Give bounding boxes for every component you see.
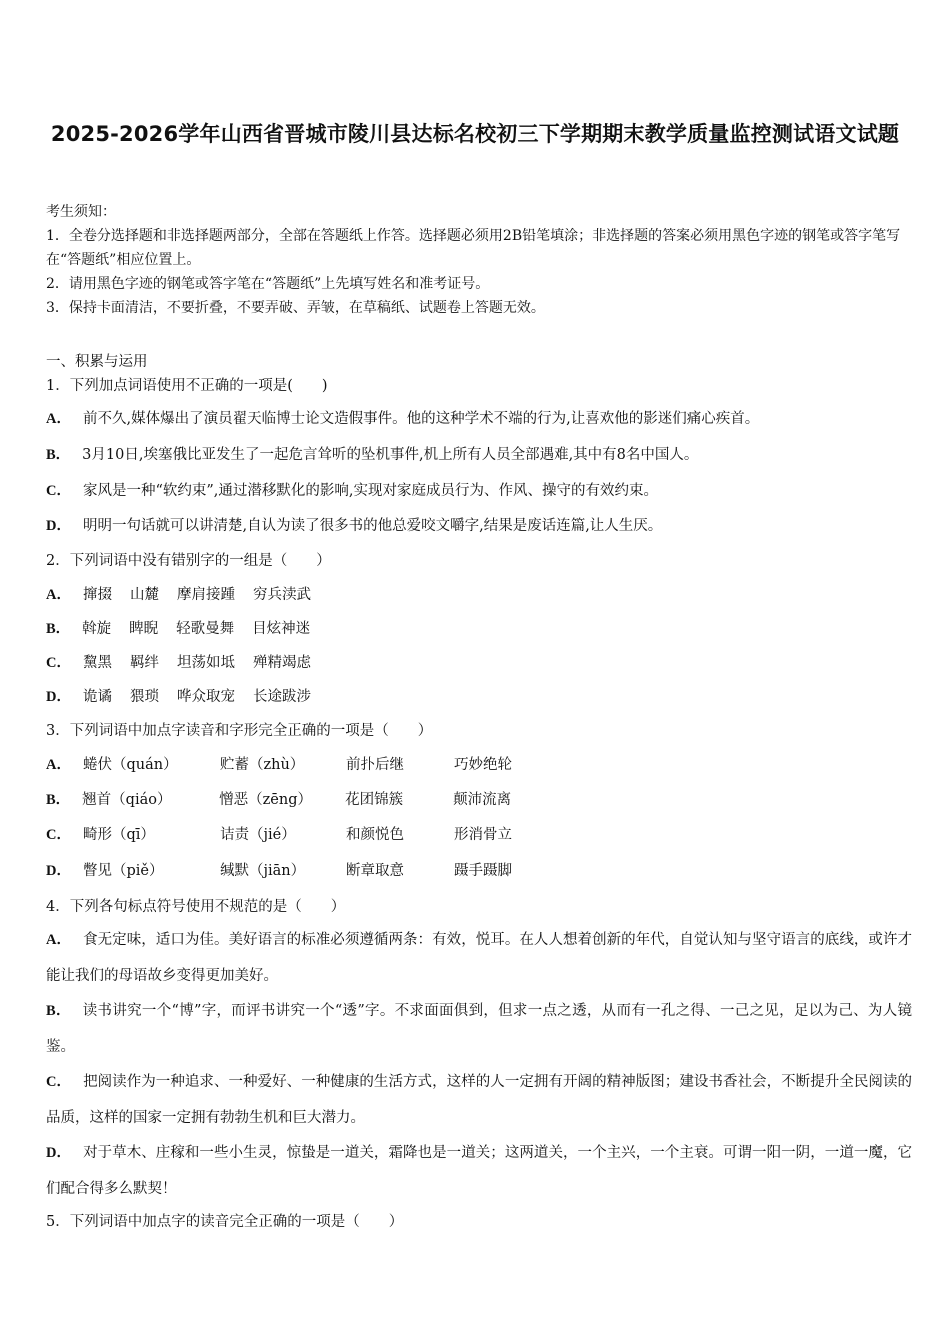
- word: 撺掇: [82, 587, 112, 603]
- question-3-option-c[interactable]: [46, 824, 912, 846]
- option-text: 3月10日,埃塞俄比亚发生了一起危言耸听的坠机事件,机上所有人员全部遇难,其中有8名中国人。: [82, 447, 699, 463]
- option-letter: A．: [46, 932, 72, 948]
- option-letter: D．: [46, 689, 71, 705]
- option-letter: C．: [46, 1074, 72, 1090]
- question-4-option-d[interactable]: [46, 1135, 912, 1207]
- option-letter: A．: [46, 411, 71, 427]
- word: 摩肩接踵: [176, 587, 235, 603]
- option-text: 明明一句话就可以讲清楚,自认为读了很多书的他总爱咬文嚼字,结果是废话连篇,让人生厌。: [82, 518, 663, 534]
- word: 瞥见（piě）: [82, 863, 164, 879]
- question-4-option-c[interactable]: [46, 1064, 912, 1136]
- word: 断章取意: [345, 863, 404, 879]
- question-1-option-a[interactable]: [46, 408, 912, 430]
- word: 睥睨: [129, 621, 159, 637]
- question-3-stem: 3．下列词语中加点字读音和字形完全正确的一项是（ ）: [46, 723, 433, 739]
- question-3-option-d[interactable]: [46, 860, 912, 882]
- question-2-stem: 2．下列词语中没有错别字的一组是（ ）: [46, 553, 331, 569]
- notice-item: 2．请用黑色字迹的钢笔或答字笔在“答题纸”上先填写姓名和准考证号。: [46, 276, 490, 292]
- section-heading: 一、积累与运用: [46, 354, 148, 370]
- exam-title: 2025-2026学年山西省晋城市陵川县达标名校初三下学期期末教学质量监控测试语文试题: [50, 122, 900, 146]
- question-2-option-c[interactable]: [46, 652, 912, 674]
- word: 畸形（qī）: [82, 827, 155, 843]
- option-text: 家风是一种“软约束”,通过潜移默化的影响,实现对家庭成员行为、作风、操守的有效约束。: [82, 483, 659, 499]
- word: 穷兵渎武: [252, 587, 311, 603]
- question-1-option-b[interactable]: [46, 444, 912, 466]
- question-4-option-a[interactable]: [46, 922, 912, 994]
- word: 翘首（qiáo）: [82, 792, 172, 808]
- option-letter: C．: [46, 655, 71, 671]
- option-text: 食无定味，适口为佳。美好语言的标准必须遵循两条：有效，悦耳。在人人想着创新的年代，自觉认知与坚守语言的底线，或许才能让我们的母语故乡变得更加美好。: [46, 932, 912, 984]
- word: 黧黑: [82, 655, 112, 671]
- word: 诡谲: [82, 689, 112, 705]
- question-2-option-a[interactable]: [46, 584, 912, 606]
- option-text: 把阅读作为一种追求、一种爱好、一种健康的生活方式，这样的人一定拥有开阔的精神版图；建设书香社会，不断提升全民阅读的品质，这样的国家一定拥有勃勃生机和巨大潜力。: [46, 1074, 912, 1126]
- word: 憎恶（zēng）: [219, 792, 313, 808]
- notice-item: 3．保持卡面清洁，不要折叠，不要弄破、弄皱，在草稿纸、试题卷上答题无效。: [46, 300, 545, 316]
- word: 目炫神迷: [252, 621, 311, 637]
- word: 斡旋: [82, 621, 112, 637]
- option-letter: B．: [46, 1003, 71, 1019]
- word: 轻歌曼舞: [176, 621, 235, 637]
- notice-item: 1．全卷分选择题和非选择题两部分，全部在答题纸上作答。选择题必须用2B铅笔填涂；非选择题的答案必须用黑色字迹的钢笔或答字笔写在“答题纸”相应位置上。: [46, 228, 901, 268]
- option-letter: B．: [46, 447, 71, 463]
- question-2-option-b[interactable]: [46, 618, 912, 640]
- word: 哗众取宠: [176, 689, 235, 705]
- notice-heading: 考生须知：: [46, 204, 116, 220]
- candidate-notice: [46, 200, 906, 320]
- question-1-stem: 1．下列加点词语使用不正确的一项是( ): [46, 378, 328, 394]
- question-1-option-c[interactable]: [46, 480, 912, 502]
- word: 猥琐: [129, 689, 159, 705]
- option-letter: B．: [46, 621, 71, 637]
- option-text: 对于草木、庄稼和一些小生灵，惊蛰是一道关，霜降也是一道关；这两道关，一个主兴，一个主衰。可谓一阳一阴，一道一魔，它们配合得多么默契！: [46, 1145, 912, 1197]
- word: 巧妙绝轮: [453, 757, 512, 773]
- word: 坦荡如坻: [176, 655, 235, 671]
- question-1-option-d[interactable]: [46, 515, 912, 537]
- word: 贮蓄（zhù）: [219, 757, 305, 773]
- option-letter: C．: [46, 483, 71, 499]
- word: 花团锦簇: [345, 792, 404, 808]
- option-letter: C．: [46, 827, 71, 843]
- word: 长途跋涉: [252, 689, 311, 705]
- option-letter: D．: [46, 1145, 72, 1161]
- word: 前扑后继: [345, 757, 404, 773]
- option-text: 读书讲究一个“博”字，而评书讲究一个“透”字。不求面面俱到，但求一点之透，从而有一孔之得、一己之见，足以为己、为人镜鉴。: [46, 1003, 913, 1055]
- option-letter: D．: [46, 863, 71, 879]
- option-letter: B．: [46, 792, 71, 808]
- option-letter: A．: [46, 757, 71, 773]
- question-3-option-a[interactable]: [46, 754, 912, 776]
- question-4-stem: 4．下列各句标点符号使用不规范的是（ ）: [46, 899, 346, 915]
- word: 诘责（jié）: [219, 827, 296, 843]
- word: 和颜悦色: [345, 827, 404, 843]
- question-2-option-d[interactable]: [46, 686, 912, 708]
- option-letter: A．: [46, 587, 71, 603]
- word: 羁绊: [129, 655, 159, 671]
- word: 形消骨立: [453, 827, 512, 843]
- word: 蹑手蹑脚: [453, 863, 512, 879]
- option-text: 前不久,媒体爆出了演员翟天临博士论文造假事件。他的这种学术不端的行为,让喜欢他的影迷们痛心疾首。: [82, 411, 760, 427]
- question-3-option-b[interactable]: [46, 789, 912, 811]
- word: 山麓: [129, 587, 159, 603]
- option-letter: D．: [46, 518, 71, 534]
- question-4-option-b[interactable]: [46, 993, 912, 1065]
- word: 蜷伏（quán）: [82, 757, 178, 773]
- question-5-stem: 5．下列词语中加点字的读音完全正确的一项是（ ）: [46, 1214, 404, 1230]
- word: 颠沛流离: [453, 792, 512, 808]
- word: 缄默（jiān）: [219, 863, 306, 879]
- word: 殚精竭虑: [252, 655, 311, 671]
